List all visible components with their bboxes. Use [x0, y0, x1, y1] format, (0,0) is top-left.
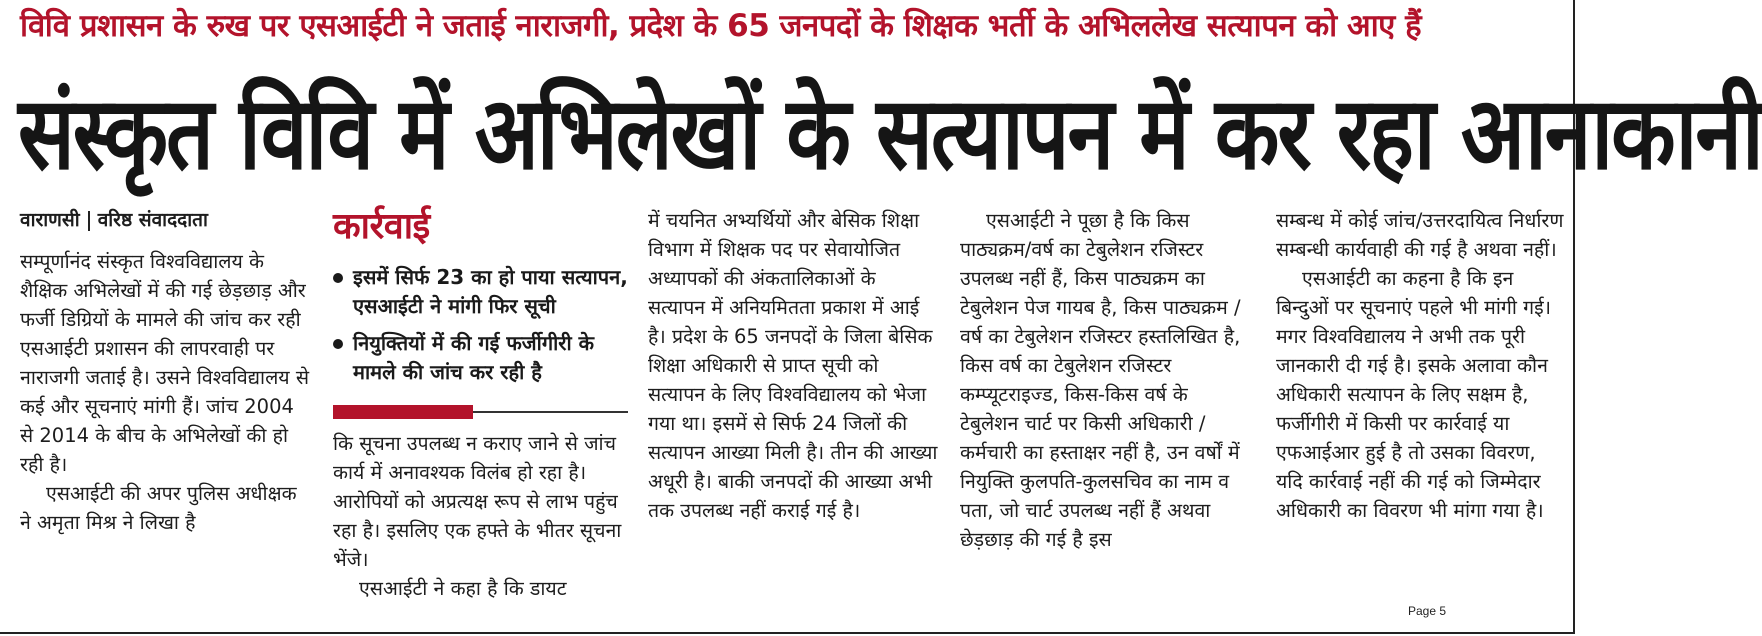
bullet-dot-icon — [333, 273, 343, 283]
article-column-3 — [648, 206, 938, 525]
article-column-5 — [1276, 206, 1566, 525]
column2-body — [333, 429, 628, 603]
divider-line — [473, 411, 628, 413]
byline-separator — [88, 211, 90, 231]
column1-paragraph-2: एसआईटी की अपर पुलिस अधीक्षक ने अमृता मिश्र ने लिखा है — [20, 482, 297, 534]
column4-paragraph-1: एसआईटी ने पूछा है कि किस पाठ्यक्रम/वर्ष का टेबुलेशन रजिस्टर उपलब्ध नहीं हैं, किस पाठ्यक्रम का टेबुलेशन पेज गायब है, किस पाठ्यक्रम /वर्ष का टेबुलेशन रजिस्टर हस्तलिखित है, किस वर्ष का टेबुलेशन रजिस्टर कम्प्यूटराइज्ड, किस-किस वर्ष के टेबुलेशन चार्ट पर किसी अधिकारी /कर्मचारी का हस्ताक्षर नहीं है, उन वर्षों में नियुक्ति कुलपति-कुलसचिव का नाम व पता, जो चार्ट उपलब्ध नहीं हैं अथवा छेड़छाड़ की गई है इस — [960, 209, 1241, 551]
column2-paragraph-1: कि सूचना उपलब्ध न कराए जाने से जांच कार्य में अनावश्यक विलंब हो रहा है। आरोपियों को अप्रत्यक्ष रूप से लाभ पहुंच रहा है। इसलिए एक हफ्ते के भीतर सूचना भेंजे। — [333, 432, 622, 571]
column2-paragraph-2: एसआईटी ने कहा है कि डायट — [359, 577, 567, 600]
byline-place: वाराणसी — [20, 209, 80, 231]
sidebox-bullets — [333, 263, 628, 387]
column5-paragraph-2: एसआईटी का कहना है कि इन बिन्दुओं पर सूचनाएं पहले भी मांगी गई। मगर विश्वविद्यालय ने अभी तक पूरी जानकारी दी गई है। इसके अलावा कौन अधिकारी सत्यापन के लिए सक्षम है, फर्जीगीरी में किसी पर कार्रवाई या एफआईआर हुई है तो उसका विवरण, यदि कार्रवाई नहीं की गई को जिम्मेदार अधिकारी का विवरण भी मांगा गया है। — [1276, 267, 1552, 522]
bullet-dot-icon — [333, 339, 343, 349]
sidebox-bullet — [333, 329, 628, 387]
section-divider — [333, 405, 628, 419]
subheadline: विवि प्रशासन के रुख पर एसआईटी ने जताई नाराजगी, प्रदेश के 65 जनपदों के शिक्षक भर्ती के अभिललेख सत्यापन को आए हैं — [20, 8, 1422, 44]
divider-red-block — [333, 405, 473, 419]
column3-paragraph-1: में चयनित अभ्यर्थियों और बेसिक शिक्षा विभाग में शिक्षक पद पर सेवायोजित अध्यापकों की अंकतालिकाओं के सत्यापन में अनियमितता प्रकाश में आई है। प्रदेश के 65 जनपदों के जिला बेसिक शिक्षा अधिकारी से प्राप्त सूची को सत्यापन के लिए विश्वविद्यालय को भेजा गया था। इसमें से सिर्फ 24 जिलों की सत्यापन आख्या मिली है। तीन की आख्या अधूरी है। बाकी जनपदों की आख्या अभी तक उपलब्ध नहीं कराई गई है। — [648, 209, 938, 522]
sidebox-bullet-text: नियुक्तियों में की गई फर्जीगीरी के मामले की जांच कर रही है — [353, 331, 594, 384]
column1-paragraph-1: सम्पूर्णानंद संस्कृत विश्वविद्यालय के शैक्षिक अभिलेखों में की गई छेड़छाड़ और फर्जी डिग्रियों के मामले की जांच कर रही एसआईटी प्रशासन की लापरवाही पर नाराजगी जताई है। उसने विश्वविद्यालय से कई और सूचनाएं मांगी हैं। जांच 2004 से 2014 के बीच के अभिलेखों की हो रही है। — [20, 250, 309, 476]
article-column-4 — [960, 206, 1252, 554]
sidebox-bullet-text: इसमें सिर्फ 23 का हो पाया सत्यापन, एसआईटी ने मांगी फिर सूची — [353, 265, 628, 318]
column5-paragraph-1: सम्बन्ध में कोई जांच/उत्तरदायित्व निर्धारण सम्बन्धी कार्यवाही की गई है अथवा नहीं। — [1276, 209, 1564, 261]
article-column-2 — [333, 200, 628, 603]
headline: संस्कृत विवि में अभिलेखों के सत्यापन में कर रहा आनाकानी — [18, 74, 1762, 192]
article-column-1 — [20, 206, 310, 537]
byline-reporter: वरिष्ठ संवाददाता — [97, 209, 208, 231]
byline — [20, 206, 310, 235]
sidebox-kicker: कार्रवाई — [333, 206, 430, 247]
sidebox-bullet — [333, 263, 628, 321]
page-number: Page 5 — [1408, 604, 1447, 618]
